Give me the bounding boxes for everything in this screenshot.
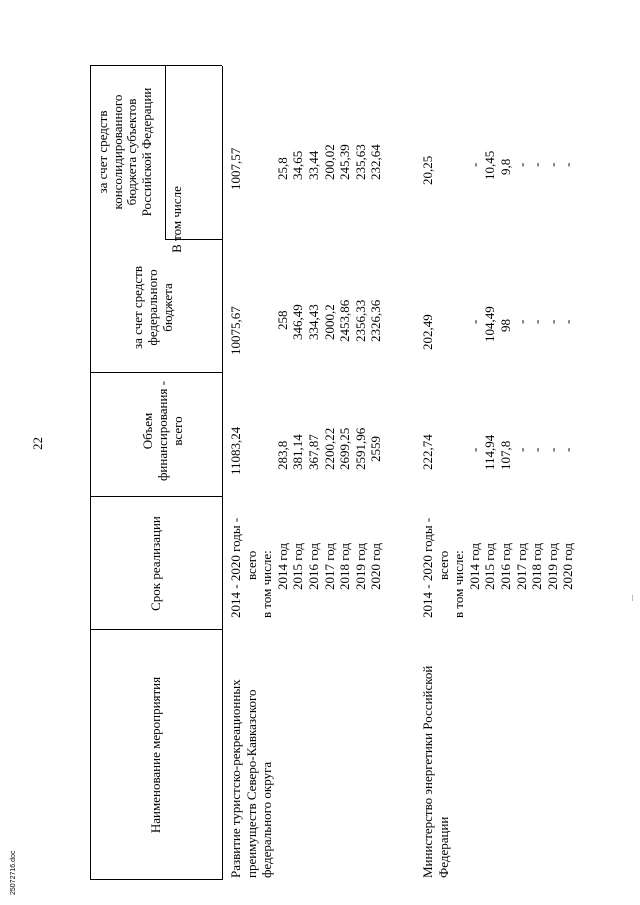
row2-federal-total: 202,49 (420, 314, 435, 350)
row1-regional-2019: 235,63 (352, 144, 368, 180)
row1-volume-2020: 2559 (368, 436, 384, 462)
row1-regional-total: 1007,57 (228, 147, 243, 190)
row2-volume-2020: - (560, 447, 576, 452)
row2-volume-2018: - (529, 447, 545, 452)
header-federal: за счет средств федерального бюджета (130, 266, 175, 349)
row2-federal-2018: - (529, 319, 545, 324)
row2-period-2017: 2017 год (513, 543, 529, 590)
row1-federal-2020: 2326,36 (368, 299, 384, 342)
row1-period-2017: 2017 год (321, 543, 337, 590)
row2-volume-2014: - (466, 447, 482, 452)
row2-period-2016: 2016 год (498, 543, 513, 590)
row1-federal-2015: 346,49 (290, 304, 306, 340)
row2-volume-2016: 107,8 (498, 440, 513, 470)
row1-period-2015: 2015 год (290, 543, 306, 590)
row1-federal-2017: 2000,2 (321, 304, 337, 340)
row1-regional-2016: 33,44 (306, 150, 321, 180)
row1-federal-2016: 334,43 (306, 304, 321, 340)
row2-regional-2015: 10,45 (482, 150, 498, 180)
row2-volume-total: 222,74 (420, 434, 435, 470)
row2-volume-2017: - (513, 447, 529, 452)
row2-regional-2014: - (466, 162, 482, 167)
rotated-table-area (90, 60, 630, 880)
row2-federal-2017: - (513, 319, 529, 324)
row1-regional-2015: 34,65 (290, 150, 306, 180)
row1-regional-2018: 245,39 (337, 144, 353, 180)
row1-period-2016: 2016 год (306, 543, 321, 590)
col-divider-3 (90, 372, 222, 373)
row2-regional-2019: - (544, 162, 560, 167)
row2-regional-2017: - (513, 162, 529, 167)
subheader-divider (165, 66, 166, 240)
row1-period-all: всего (243, 550, 259, 580)
row2-regional-2016: 9,8 (498, 158, 513, 175)
row1-period-incl: в том числе: (259, 550, 275, 618)
row2-regional-2018: - (529, 162, 545, 167)
row1-regional-2020: 232,64 (368, 144, 384, 180)
row2-name: Министерство энергетики Российской Федерации (420, 665, 451, 878)
table-right-border (90, 65, 222, 66)
header-including: В том числе (169, 186, 184, 253)
row2-federal-2019: - (544, 319, 560, 324)
row1-federal-2014: 258 (274, 310, 290, 330)
row2-period-all: всего (435, 550, 451, 580)
row2-regional-2020: - (560, 162, 576, 167)
row2-period-incl: в том числе: (451, 550, 467, 618)
row1-period-2018: 2018 год (337, 543, 353, 590)
row1-federal-total: 10075,67 (228, 306, 243, 355)
row1-regional-2014: 25,8 (274, 157, 290, 180)
row1-federal-2019: 2356,33 (352, 299, 368, 342)
row1-volume-2014: 283,8 (274, 440, 290, 470)
header-bottom-border (222, 66, 223, 880)
row1-period-total: 2014 - 2020 годы - (228, 517, 243, 618)
row2-period-total: 2014 - 2020 годы - (420, 517, 435, 618)
row2-federal-2020: - (560, 319, 576, 324)
row1-volume-2015: 381,14 (290, 434, 306, 470)
row1-volume-2017: 2200,22 (321, 427, 337, 470)
row2-regional-total: 20,25 (420, 155, 435, 185)
row2-volume-2019: - (544, 447, 560, 452)
document-filename: 25072716.doc (10, 850, 17, 895)
row2-federal-2015: 104,49 (482, 306, 498, 342)
row1-federal-2018: 2453,86 (337, 299, 353, 342)
row2-volume-2015: 114,94 (482, 434, 498, 470)
row2-period-2020: 2020 год (560, 543, 576, 590)
row1-volume-2016: 367,87 (306, 434, 321, 470)
page-number: 22 (30, 437, 45, 450)
margin-mark (632, 595, 633, 601)
row1-period-2019: 2019 год (352, 543, 368, 590)
row2-period-2015: 2015 год (482, 543, 498, 590)
row1-volume-total: 11083,24 (228, 426, 243, 475)
header-name: Наименование мероприятия (148, 676, 163, 834)
row1-period-2014: 2014 год (274, 543, 290, 590)
header-regional: за счет средств консолидированного бюджета субъектов Российской Федерации (95, 87, 154, 217)
header-period: Срок реализации (148, 516, 163, 611)
row2-period-2018: 2018 год (529, 543, 545, 590)
row1-volume-2018: 2699,25 (337, 427, 353, 470)
header-volume: Объем финансирования - всего (140, 381, 185, 482)
row1-volume-2019: 2591,96 (352, 427, 368, 470)
row2-period-2014: 2014 год (466, 543, 482, 590)
row1-name: Развитие туристско-рекреационных преимуществ Северо-Кавказского федерального округа (228, 679, 275, 878)
row2-federal-2016: 98 (498, 319, 513, 332)
table-top-border (90, 66, 91, 880)
row2-period-2019: 2019 год (544, 543, 560, 590)
row1-regional-2017: 200,02 (321, 144, 337, 180)
row1-period-2020: 2020 год (368, 543, 384, 590)
row2-federal-2014: - (466, 319, 482, 324)
